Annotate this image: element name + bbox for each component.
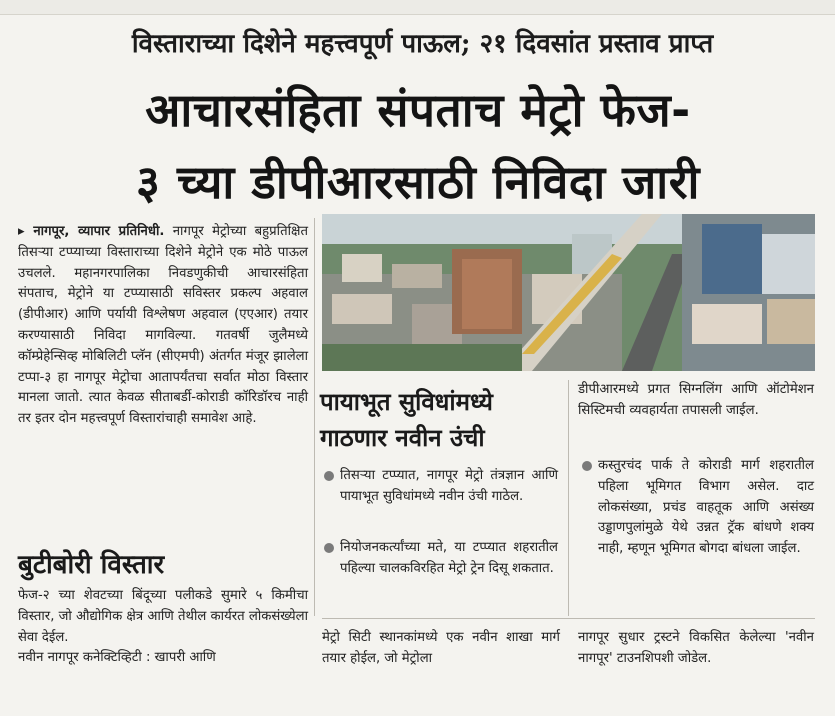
bullet-item-3 (598, 456, 814, 560)
headline-line-2: ३ च्या डीपीआरसाठी निविदा जारी (136, 155, 700, 209)
section3-top-text: डीपीआरमध्ये प्रगत सिग्नलिंग आणि ऑटोमेशन सिस्टिमची व्यवहार्यता तपासली जाईल. (578, 382, 814, 418)
section-heading-infrastructure (320, 384, 560, 456)
bullet-text-1: तिसऱ्या टप्प्यात, नागपूर मेट्रो तंत्रज्ञान आणि पायाभूत सुविधांमध्ये नवीन उंची गाठेल. (340, 468, 558, 504)
page-top-band (0, 0, 835, 15)
metro-photo (322, 214, 815, 371)
bullet-dot-icon (582, 461, 592, 471)
infrastructure-heading-line-2: गाठणार नवीन उंची (320, 423, 485, 452)
kicker: विस्ताराच्या दिशेने महत्त्वपूर्ण पाऊल; २१ दिवसांत प्रस्ताव प्राप्त (131, 29, 714, 59)
horizontal-rule (322, 618, 815, 619)
bullet-item-1 (340, 466, 558, 508)
butibori-paragraph-2: नवीन नागपूर कनेक्टिव्हिटी : खापरी आणि (18, 650, 216, 666)
lead-body: नागपूर मेट्रोच्या बहुप्रतिक्षित तिसऱ्या टप्प्याच्या विस्ताराच्या दिशेने मेट्रोने एक मोठे पाऊल उचलले. महानगरपालिका निवडणुकीची आचारसंहिता संपताच, मेट्रोने या टप्प्यासाठी सविस्तर प्रकल्प अहवाल (डीपीआर) आणि पर्यायी विश्लेषण अहवाल (एएआर) तयार करण्यासाठी निविदा मागविल्या. गतवर्षी जुलैमध्ये कॉम्प्रेहेन्सिव्ह मोबिलिटी प्लॅन (सीएमपी) अंतर्गत मंजूर झालेला टप्पा-३ हा नागपूर मेट्रोचा आतापर्यंतचा सर्वात मोठा विस्तार मानला जातो. त्यात केवळ सीताबर्डी-कोराडी कॉरिडॉरच नाही तर इतर दोन महत्त्वपूर्ण विस्तारांचाही समावेश आहे. (18, 224, 308, 427)
bullet-dot-icon (324, 543, 334, 553)
bullet-dot-icon (324, 471, 334, 481)
lead-paragraph (18, 222, 308, 430)
column-rule-1 (314, 218, 315, 616)
bullet-text-3: कस्तुरचंद पार्क ते कोराडी मार्ग शहरातील पहिला भूमिगत विभाग असेल. दाट लोकसंख्या, प्रचंड वाहतूक आणि असंख्य उड्डाणपुलांमुळे येथे उन्नत ट्रॅक बांधणे शक्य नाही, म्हणून भूमिगत बोगदा बांधला जाईल. (598, 458, 814, 557)
infrastructure-heading-line-1: पायाभूत सुविधांमध्ये (320, 387, 493, 416)
section-butibori-body (18, 586, 308, 669)
section2-bottom-text: मेट्रो सिटी स्थानकांमध्ये एक नवीन शाखा मार्ग तयार होईल, जो मेट्रोला (322, 630, 560, 666)
dateline: ▸ नागपूर, व्यापार प्रतिनिधी. (18, 224, 165, 239)
metro-photo-image (322, 214, 815, 371)
section-heading-butibori: बुटीबोरी विस्तार (18, 550, 165, 580)
section3-bottom-text: नागपूर सुधार ट्रस्टने विकसित केलेल्या 'नवीन नागपूर' टाउनशिपशी जोडेल. (578, 630, 814, 666)
butibori-paragraph-1: फेज-२ च्या शेवटच्या बिंदूच्या पलीकडे सुमारे ५ किमीचा विस्तार, जो औद्योगिक क्षेत्र आणि तेथील कार्यरत लोकसंख्येला सेवा देईल. (18, 588, 308, 645)
column-rule-2 (568, 380, 569, 616)
bullet-item-2 (340, 538, 558, 580)
headline-line-1: आचारसंहिता संपताच मेट्रो फेज- (145, 83, 691, 137)
bullet-text-2: नियोजनकर्त्यांच्या मते, या टप्प्यात शहरातील पहिल्या चालकविरहित मेट्रो ट्रेन दिसू शकतात. (340, 540, 558, 576)
